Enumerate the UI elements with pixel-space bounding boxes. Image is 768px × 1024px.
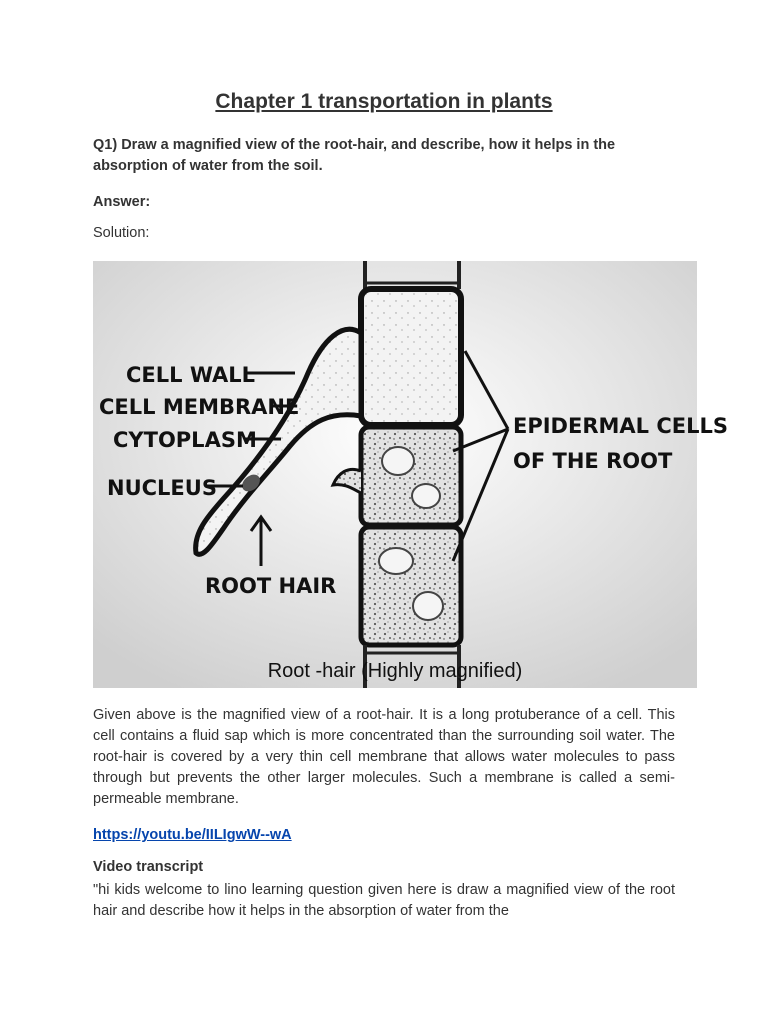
question-text: Q1) Draw a magnified view of the root-hair, and describe, how it helps in the absorption of water from the soil. xyxy=(93,137,616,174)
answer-label: Answer: xyxy=(93,194,151,210)
label-root-hair: ROOT HAIR xyxy=(205,574,337,598)
label-cytoplasm: CYTOPLASM xyxy=(113,428,257,452)
transcript-text: "hi kids welcome to lino learning question given here is draw a magnified view of the root hair and describe how it helps in the absorption of water from the xyxy=(93,882,675,919)
label-nucleus: NUCLEUS xyxy=(107,476,217,500)
transcript-heading: Video transcript xyxy=(93,859,204,875)
label-cell-membrane: CELL MEMBRANE xyxy=(99,395,300,419)
label-of-the-root: OF THE ROOT xyxy=(513,449,673,473)
figure-caption: Root -hair (Highly magnified) xyxy=(267,660,523,682)
root-hair-figure xyxy=(93,261,728,688)
page-title: Chapter 1 transportation in plants xyxy=(215,90,553,113)
label-cell-wall: CELL WALL xyxy=(126,363,256,387)
solution-label: Solution: xyxy=(93,225,150,241)
explanation-paragraph: Given above is the magnified view of a root-hair. It is a long protuberance of a cell. This cell contains a fluid sap which is more concentrated than the surrounding soil water. The root-hair is covered by a very thin cell membrane that allows water molecules to pass through but prevents the other larger molecules. Such a membrane is called a semi-permeable membrane. xyxy=(93,707,675,807)
video-link[interactable]: https://youtu.be/IILIgwW--wA xyxy=(93,827,292,843)
label-epidermal-cells: EPIDERMAL CELLS xyxy=(513,414,728,438)
